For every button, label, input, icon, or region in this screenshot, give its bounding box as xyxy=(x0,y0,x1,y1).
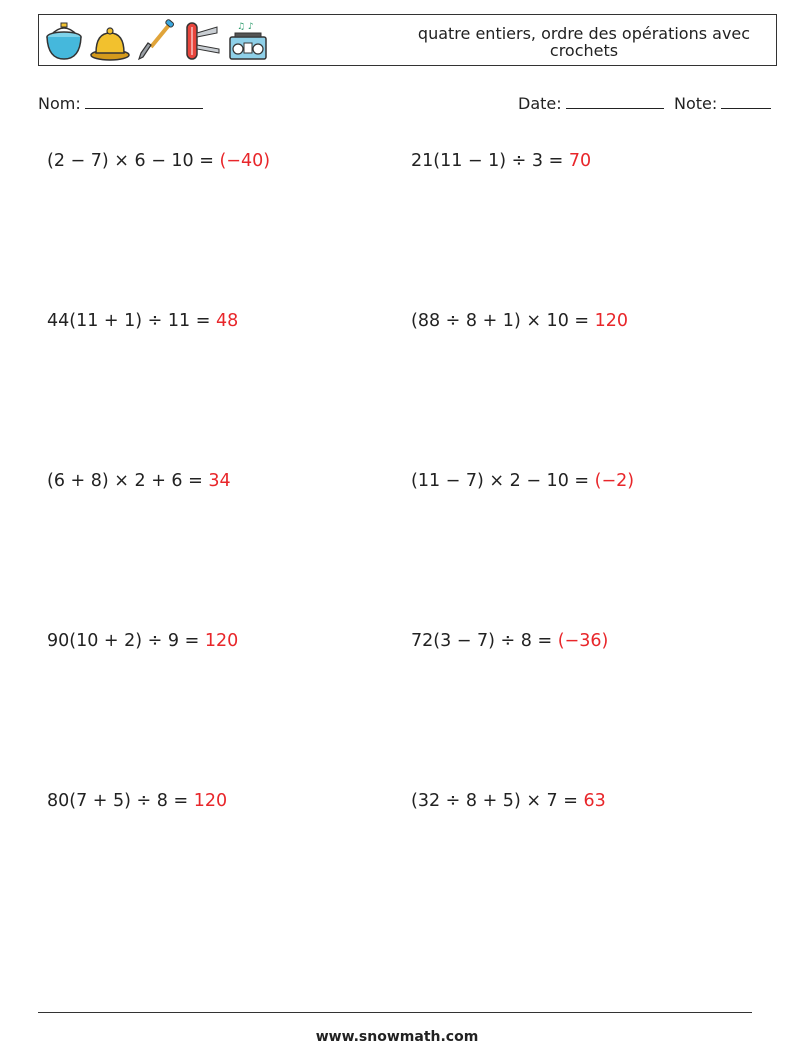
radio-icon xyxy=(227,19,269,63)
problem-1 xyxy=(47,151,270,171)
name-label: Nom: xyxy=(38,94,81,113)
problem-expression: (32 ÷ 8 + 5) × 7 = xyxy=(411,791,584,811)
problem-expression: 90(10 + 2) ÷ 9 = xyxy=(47,631,205,651)
problem-8 xyxy=(411,631,608,651)
problem-4 xyxy=(411,311,628,331)
problem-5 xyxy=(47,471,231,491)
problem-expression: (88 ÷ 8 + 1) × 10 = xyxy=(411,311,595,331)
problem-answer: (−40) xyxy=(219,151,271,171)
problem-answer: 120 xyxy=(204,631,239,651)
bucket-icon xyxy=(43,19,85,63)
problem-answer: 34 xyxy=(208,471,231,491)
name-blank[interactable] xyxy=(85,94,203,109)
footer-url[interactable]: www.snowmath.com xyxy=(315,1029,479,1045)
problem-9 xyxy=(47,791,227,811)
date-blank[interactable] xyxy=(566,94,664,109)
shovel-icon xyxy=(135,19,177,63)
problem-answer: 48 xyxy=(215,311,239,331)
problem-answer: (−36) xyxy=(557,631,609,651)
problem-expression: (6 + 8) × 2 + 6 = xyxy=(47,471,209,491)
problem-7 xyxy=(47,631,238,651)
problem-expression: (2 − 7) × 6 − 10 = xyxy=(47,151,220,171)
problem-expression: 80(7 + 5) ÷ 8 = xyxy=(47,791,194,811)
pocket-knife-icon xyxy=(181,19,223,63)
problem-answer: 120 xyxy=(594,311,629,331)
problem-10 xyxy=(411,791,606,811)
date-field[interactable] xyxy=(518,94,664,113)
problem-expression: 72(3 − 7) ÷ 8 = xyxy=(411,631,558,651)
problem-2 xyxy=(411,151,591,171)
worksheet-header xyxy=(38,14,777,66)
footer-divider xyxy=(38,1012,752,1013)
worksheet-title: quatre entiers, ordre des opérations avec crochets xyxy=(417,24,751,60)
problem-answer: 63 xyxy=(583,791,606,811)
problem-expression: 44(11 + 1) ÷ 11 = xyxy=(47,311,216,331)
header-icons xyxy=(43,19,269,63)
problem-expression: (11 − 7) × 2 − 10 = xyxy=(411,471,595,491)
grade-blank[interactable] xyxy=(721,94,771,109)
problem-3 xyxy=(47,311,238,331)
svg-text:♫ ♪: ♫ ♪ xyxy=(237,22,254,32)
problem-answer: 70 xyxy=(568,151,592,171)
problem-6 xyxy=(411,471,634,491)
bell-icon xyxy=(89,19,131,63)
problem-expression: 21(11 − 1) ÷ 3 = xyxy=(411,151,569,171)
problem-answer: 120 xyxy=(193,791,228,811)
problem-answer: (−2) xyxy=(594,471,635,491)
grade-label: Note: xyxy=(674,94,718,113)
date-label: Date: xyxy=(518,94,562,113)
grade-field[interactable] xyxy=(674,94,771,113)
name-field[interactable] xyxy=(38,94,203,113)
